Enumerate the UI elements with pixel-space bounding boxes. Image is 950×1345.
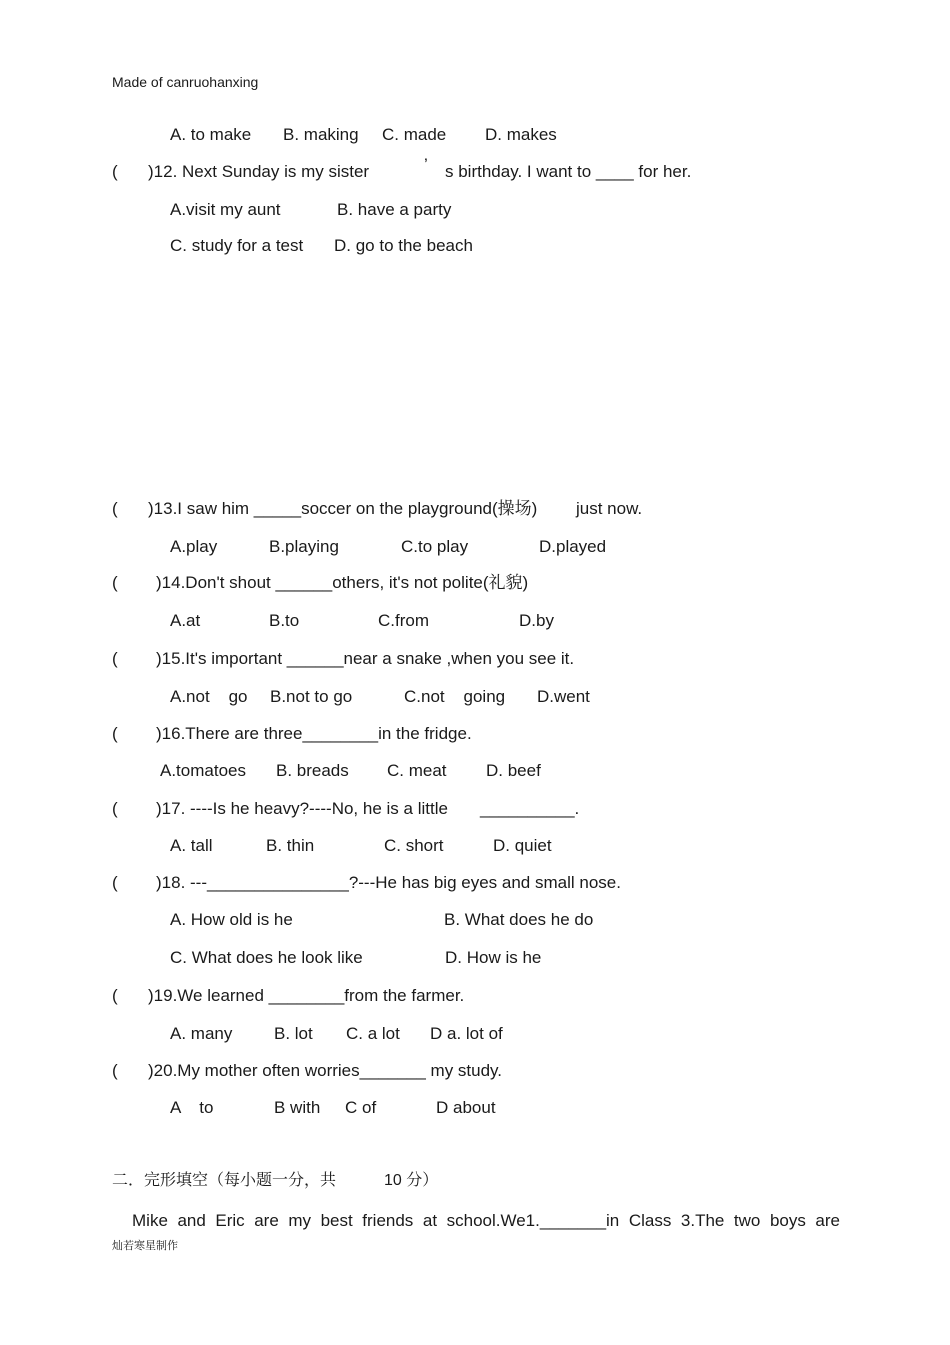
q20-paren: ( [112,1061,118,1080]
q13-option-a: A.play [170,537,218,556]
q15-option-a: A.not go [170,687,248,706]
q19-option-b: B. lot [274,1024,313,1043]
q18-option-c: C. What does he look like [170,948,363,967]
q13-stem: )13.I saw him _____soccer on the playground(操场) [148,499,538,518]
q14-option-d: D.by [519,611,554,630]
q13-option-d: D.played [539,537,607,556]
q14-option-c: C.from [378,611,429,630]
q12-option-c: C. study for a test [170,236,304,255]
q18-paren: ( [112,873,118,892]
q15-stem: )15.It's important ______near a snake ,when you see it. [156,649,575,668]
q17-paren: ( [112,799,118,818]
q12-stem-tail: s birthday. I want to ____ for her. [445,162,692,181]
q11-option-b: B. making [283,125,359,144]
q15-option-c: C.not going [404,687,506,706]
q17-stem: )17. ----Is he heavy?----No, he is a little [156,799,448,818]
q20-stem: )20.My mother often worries_______ my study. [148,1061,503,1080]
q13-option-b: B.playing [269,537,339,556]
q12-option-a: A.visit my aunt [170,200,281,219]
q16-stem: )16.There are three________in the fridge. [156,724,472,743]
q11-option-a: A. to make [170,125,252,144]
q17-option-a: A. tall [170,836,213,855]
section-2-score: 10 分） [384,1172,439,1189]
q12-apostrophe: ’ [424,155,428,174]
q19-paren: ( [112,986,118,1005]
q16-option-b: B. breads [276,761,349,780]
q19-option-c: C. a lot [346,1024,400,1043]
q16-paren: ( [112,724,118,743]
q14-option-a: A.at [170,611,201,630]
q19-option-d: D a. lot of [430,1024,503,1043]
q14-option-b: B.to [269,611,300,630]
q18-option-d: D. How is he [445,948,542,967]
q17-option-d: D. quiet [493,836,552,855]
q12-stem: )12. Next Sunday is my sister [148,162,370,181]
q20-option-b: B with [274,1098,321,1117]
q12-paren: ( [112,162,118,181]
q11-option-c: C. made [382,125,447,144]
q16-option-c: C. meat [387,761,447,780]
q16-option-d: D. beef [486,761,541,780]
q17-stem-tail: __________. [480,799,580,818]
q15-option-b: B.not to go [270,687,353,706]
q17-option-c: C. short [384,836,444,855]
q18-option-a: A. How old is he [170,910,293,929]
q20-option-a: A to [170,1098,214,1117]
q19-stem: )19.We learned ________from the farmer. [148,986,465,1005]
q13-stem-tail: just now. [576,499,643,518]
q20-option-d: D about [436,1098,496,1117]
q17-option-b: B. thin [266,836,315,855]
q12-option-d: D. go to the beach [334,236,473,255]
q13-option-c: C.to play [401,537,469,556]
section-2-title: 二．完形填空（每小题一分，共 [112,1172,337,1189]
cloze-passage-line: Mike and Eric are my best friends at school.We1._______in Class 3.The two boys are [132,1211,840,1230]
q18-option-b: B. What does he do [444,910,594,929]
page-footer: 灿若寒星制作 [112,1240,178,1252]
q20-option-c: C of [345,1098,377,1117]
q11-option-d: D. makes [485,125,557,144]
q12-option-b: B. have a party [337,200,452,219]
q16-option-a: A.tomatoes [160,761,246,780]
q19-option-a: A. many [170,1024,233,1043]
q15-paren: ( [112,649,118,668]
q13-paren: ( [112,499,118,518]
q14-paren: ( [112,573,118,592]
page-header: Made of canruohanxing [112,74,259,90]
q14-stem: )14.Don't shout ______others, it's not polite(礼貌) [156,573,529,592]
q18-stem: )18. ---_______________?---He has big eyes and small nose. [156,873,621,892]
q15-option-d: D.went [537,687,590,706]
